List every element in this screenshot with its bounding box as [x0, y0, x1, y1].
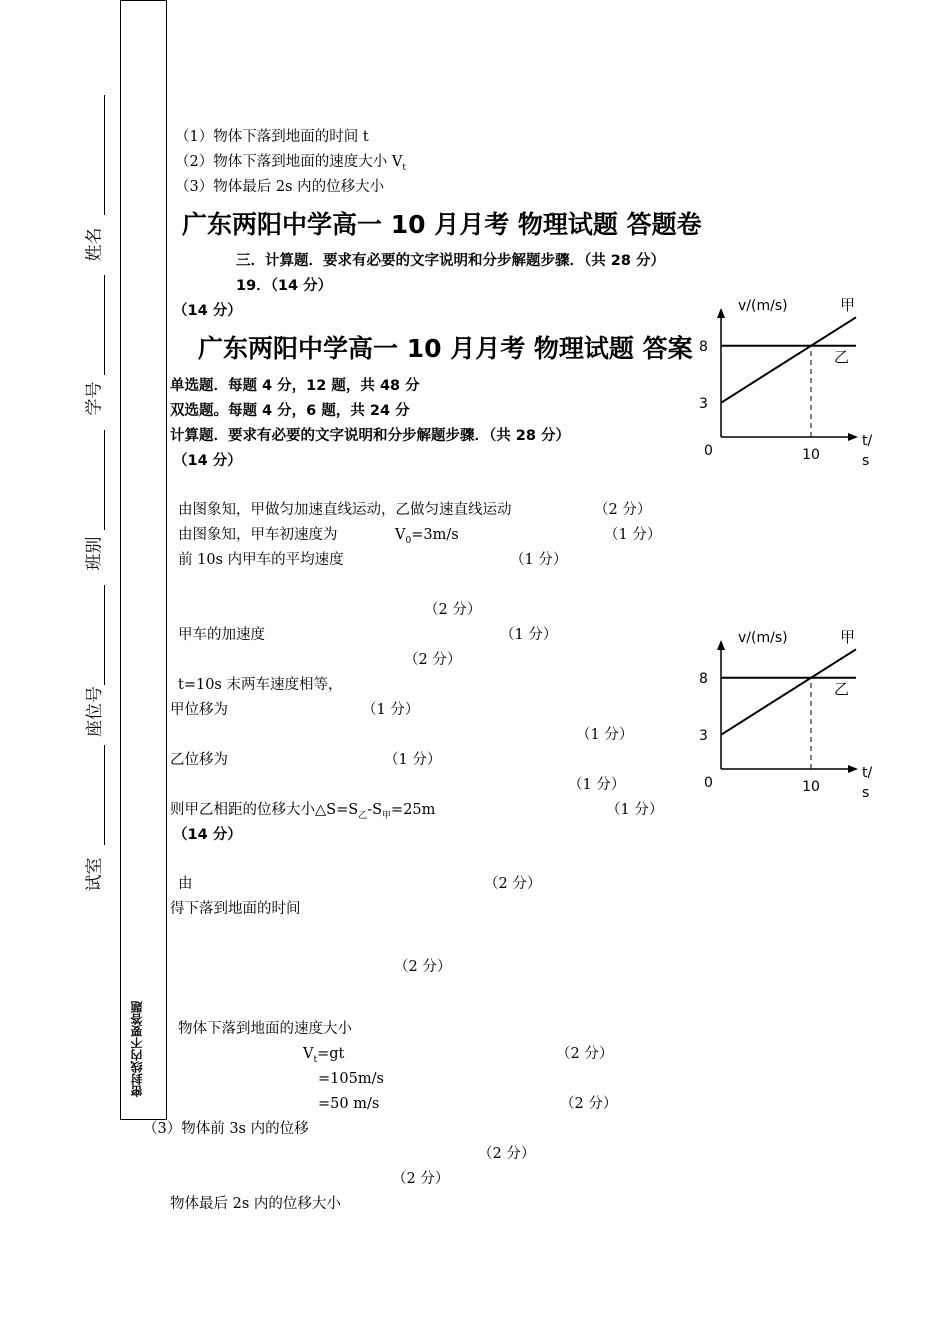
q19-score: （14 分） [173, 453, 242, 469]
origin-label: 0 [704, 775, 713, 791]
ans-m6: =105m/s [318, 1071, 384, 1087]
ans-line-2: 由图象知，甲车初速度为 [178, 527, 338, 543]
ans-line-8-score: （1 分） [362, 702, 420, 718]
name-label: 姓名 [84, 227, 105, 262]
y-axis-label: v/(m/s) [738, 298, 788, 314]
ans-line-1-score: （2 分） [594, 502, 652, 518]
answer-key-title: 广东两阳中学高一 10 月月考 物理试题 答案 [198, 334, 693, 363]
ans-m8: （3）物体前 3s 内的位移 [143, 1121, 309, 1137]
series-label-jia: 甲 [840, 628, 856, 646]
ans-line-12 [170, 801, 435, 825]
ans-line-6-score: （2 分） [404, 652, 462, 668]
y-axis-label: v/(m/s) [738, 630, 788, 646]
y-axis-arrow [717, 308, 725, 318]
ans-line-5: 甲车的加速度 [178, 627, 265, 643]
x-axis-label-part-2: s [862, 785, 870, 801]
ans-line-9-score: （1 分） [576, 727, 634, 743]
ans-line-3: 前 10s 内甲车的平均速度 [178, 552, 344, 568]
x-axis-label-part-1: t/ [862, 433, 873, 449]
vt-formula: =gt [317, 1046, 345, 1062]
class-label: 班别 [84, 536, 105, 571]
x-axis-label-part-2: s [862, 453, 870, 469]
ans-line-8: 甲位移为 [170, 702, 228, 718]
vt-chart-2 [690, 622, 890, 807]
vt-chart-1 [690, 290, 890, 475]
ans-line-4-score: （2 分） [424, 602, 482, 618]
origin-label: 0 [704, 443, 713, 459]
q19-label: 19．（14 分） [236, 278, 333, 294]
vt-subscript: t [313, 1054, 318, 1065]
y-axis-arrow [717, 640, 725, 650]
vt-symbol: V [303, 1046, 314, 1062]
ans-line-12-score: （1 分） [606, 802, 664, 818]
ans-line-11-score: （1 分） [568, 777, 626, 793]
x-tick-label: 10 [802, 447, 820, 463]
ans-line-7: t=10s 末两车速度相等， [178, 677, 343, 693]
seat-label: 座位号 [85, 686, 105, 737]
ans-m2: 得下落到地面的时间 [170, 901, 301, 917]
x-axis-arrow [848, 433, 858, 441]
ans-m1: 由 [178, 876, 193, 892]
calc-note: 计算题．要求有必要的文字说明和分步解题步骤．（共 28 分） [170, 428, 571, 444]
ans-line-10: 乙位移为 [170, 752, 228, 768]
ans-m11: 物体最后 2s 内的位移大小 [170, 1196, 341, 1212]
ans-m9-score: （2 分） [478, 1146, 536, 1162]
ans-line-12-sub1: 乙 [358, 810, 368, 821]
question-item-1: （1）物体下落到地面的时间 t [175, 129, 369, 145]
y-tick-label: 3 [699, 395, 708, 412]
ans-line-2-score: （1 分） [604, 527, 662, 543]
v0-value: =3m/s [411, 527, 459, 543]
v0-symbol: V [395, 527, 406, 543]
ans-m5 [303, 1045, 344, 1069]
y-tick-label: 3 [699, 727, 708, 744]
ans-line-2-v0 [395, 526, 459, 550]
room-line [104, 745, 105, 845]
y-tick-label: 8 [699, 338, 708, 355]
id-line [104, 275, 105, 375]
exam-room-label: 试室 [84, 857, 105, 892]
answer-sheet-section: 三．计算题．要求有必要的文字说明和分步解题步骤．（共 28 分） [236, 253, 666, 269]
seal-box [120, 0, 167, 1120]
ans-m1-score: （2 分） [484, 876, 542, 892]
ans-m3-score: （2 分） [394, 959, 452, 975]
single-choice-note: 单选题．每题 4 分，12 题，共 48 分 [170, 378, 420, 394]
answer-sheet-title: 广东两阳中学高一 10 月月考 物理试题 答题卷 [182, 210, 702, 239]
class-line [104, 430, 105, 530]
ans-line-12-a: 则甲乙相距的位移大小△S=S [170, 802, 359, 818]
ans-line-10-score: （1 分） [384, 752, 442, 768]
ans-m10-score: （2 分） [392, 1171, 450, 1187]
ans-m4: 物体下落到地面的速度大小 [178, 1021, 352, 1037]
question-item-2-text: （2）物体下落到地面的速度大小 V [175, 154, 403, 170]
double-choice-note: 双选题。每题 4 分，6 题，共 24 分 [170, 403, 410, 419]
ans-m5-score: （2 分） [556, 1046, 614, 1062]
series-label-yi: 乙 [834, 347, 850, 366]
ans-line-12-c: =25m [391, 802, 436, 818]
ans-m7: =50 m/s [318, 1096, 380, 1112]
question-item-3: （3）物体最后 2s 内的位移大小 [175, 179, 385, 195]
series-label-jia: 甲 [840, 296, 856, 314]
y-tick-label: 8 [699, 670, 708, 687]
seal-notice: 密封线内不要答题 [130, 1001, 144, 1097]
name-line [104, 95, 105, 215]
ans-line-12-b: -S [367, 802, 383, 818]
x-axis-arrow [848, 765, 858, 773]
ans-line-1: 由图象知，甲做匀加速直线运动，乙做匀速直线运动 [178, 502, 512, 518]
ans-line-3-score: （1 分） [510, 552, 568, 568]
q20-score: （14 分） [173, 827, 242, 843]
v0-subscript: 0 [405, 535, 412, 546]
x-tick-label: 10 [802, 779, 820, 795]
ans-line-12-sub2: 甲 [382, 810, 392, 821]
seat-line [104, 585, 105, 685]
question-item-2: （2）物体下落到地面的速度大小 $V_t$ [175, 154, 406, 173]
series-label-yi: 乙 [834, 679, 850, 698]
student-id-label: 学号 [84, 381, 105, 416]
ans-line-5-score: （1 分） [500, 627, 558, 643]
x-axis-label-part-1: t/ [862, 765, 873, 781]
ans-m7-score: （2 分） [560, 1096, 618, 1112]
q20-label: （14 分） [173, 303, 242, 319]
